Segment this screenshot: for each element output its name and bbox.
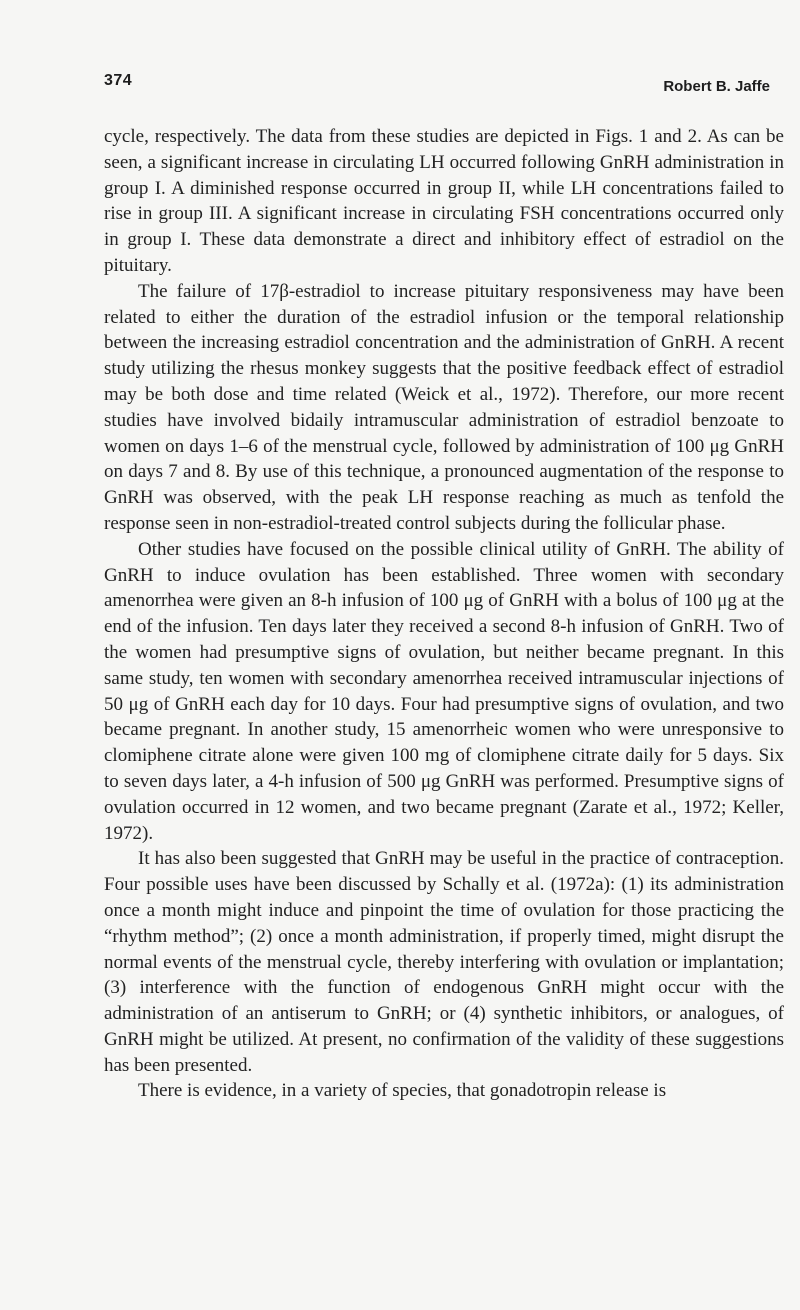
page-header — [104, 72, 770, 96]
body-text — [104, 124, 784, 1104]
page-number: 374 — [104, 72, 133, 89]
paragraph-clinical-utility: Other studies have focused on the possible clinical utility of GnRH. The ability of GnRH to induce ovulation has been established. Three women with secondary amenorrhea were given an 8-h infusion of 100 μg of GnRH with a bolus of 100 μg at the end of the infusion. Ten days later they received a second 8-h infusion of GnRH. Two of the women had presumptive signs of ovulation, but neither became pregnant. In this same study, ten women with secondary amenorrhea received intramuscular injections of 50 μg of GnRH each day for 10 days. Four had presumptive signs of ovulation, and two became pregnant. In another study, 15 amenorrheic women who were unresponsive to clomiphene citrate alone were given 100 mg of clomiphene citrate daily for 5 days. Six to seven days later, a 4-h infusion of 500 μg GnRH was performed. Presumptive signs of ovulation occurred in 12 women, and two became pregnant (Zarate et al., 1972; Keller, 1972). — [104, 538, 784, 844]
running-head-author: Robert B. Jaffe — [663, 78, 770, 95]
paragraph-continued: cycle, respectively. The data from these studies are depicted in Figs. 1 and 2. As can be seen, a significant increase in circulating LH occurred following GnRH administration in group I. A diminished response occurred in group II, while LH concentrations failed to rise in group III. A significant increase in circulating FSH concentrations occurred only in group I. These data demonstrate a direct and inhibitory effect of estradiol on the pituitary. — [104, 126, 784, 276]
paragraph-contraception: It has also been suggested that GnRH may be useful in the practice of contraception. Four possible uses have been discussed by Schally et al. (1972a): (1) its administration once a month might induce and pinpoint the time of ovulation for those practicing the “rhythm method”; (2) once a month administration, if properly timed, might disrupt the normal events of the menstrual cycle, thereby interfering with ovulation or implantation; (3) interference with the function of endogenous GnRH might occur with the administration of an antiserum to GnRH; or (4) synthetic inhibitors, or analogues, of GnRH might be utilized. At present, no confirmation of the validity of these suggestions has been presented. — [104, 848, 784, 1076]
paragraph-gonadotropin-release: There is evidence, in a variety of species, that gonadotropin release is — [138, 1080, 667, 1102]
paragraph-estradiol-failure: The failure of 17β-estradiol to increase pituitary responsiveness may have been related to either the duration of the estradiol infusion or the temporal relationship between the increasing estradiol concentration and the administration of GnRH. A recent study utilizing the rhesus monkey suggests that the positive feedback effect of estradiol may be both dose and time related (Weick et al., 1972). Therefore, our more recent studies have involved bidaily intramuscular administration of estradiol benzoate to women on days 1–6 of the menstrual cycle, followed by administration of 100 μg GnRH on days 7 and 8. By use of this technique, a pronounced augmentation of the response to GnRH was observed, with the peak LH response reaching as much as tenfold the response seen in non-estradiol-treated control subjects during the follicular phase. — [104, 280, 784, 534]
